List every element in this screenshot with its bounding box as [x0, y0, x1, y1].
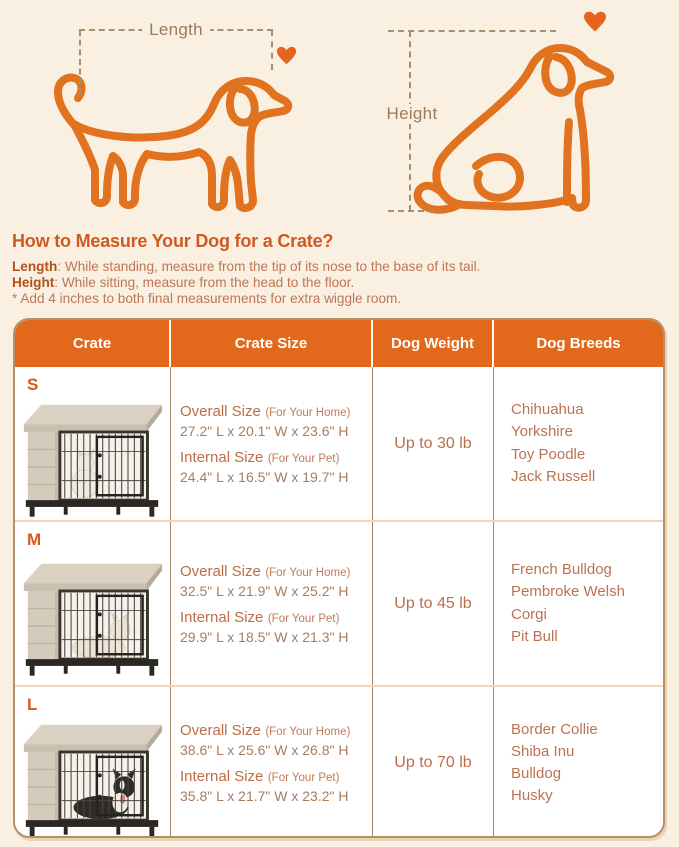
crate-cell — [15, 687, 171, 838]
length-instruction — [12, 259, 672, 275]
crate-cell — [15, 367, 171, 520]
crate-photo-large — [19, 715, 165, 838]
dog-weight-cell: Up to 70 lb — [373, 687, 494, 838]
dog-breeds-cell — [494, 687, 663, 838]
breed-item: Chihuahua — [511, 401, 584, 419]
crate-size-cell — [171, 367, 373, 520]
crate-cell — [15, 522, 171, 685]
breed-item: Jack Russell — [511, 467, 596, 485]
height-instruction — [12, 275, 672, 291]
section-title: How to Measure Your Dog for a Crate? — [12, 231, 334, 251]
height-instruction-text: : While sitting, measure from the head to the floor. — [54, 274, 355, 290]
header-crate: Crate — [15, 320, 171, 367]
measurement-diagram — [0, 0, 679, 228]
header-crate-size: Crate Size — [171, 320, 373, 367]
table-row-large — [15, 687, 663, 838]
internal-size-label: Internal Size (For Your Pet) — [180, 608, 340, 626]
dog-breeds-cell — [494, 367, 663, 520]
breed-item: French Bulldog — [511, 561, 612, 579]
heart-icon — [276, 46, 297, 65]
dog-weight-cell: Up to 30 lb — [373, 367, 494, 520]
table-row-small — [15, 367, 663, 522]
height-measure-top-line — [388, 30, 556, 32]
table-header-row — [15, 320, 663, 367]
breed-item: Pit Bull — [511, 627, 558, 645]
internal-size-dims: 35.8" L x 21.7" W x 23.2" H — [180, 788, 349, 804]
header-dog-weight: Dog Weight — [373, 320, 494, 367]
height-term: Height — [12, 274, 55, 290]
wiggle-room-note: * Add 4 inches to both final measurements for extra wiggle room. — [12, 290, 402, 306]
internal-size-dims: 24.4" L x 16.5" W x 19.7" H — [180, 468, 349, 485]
length-label: Length — [142, 20, 210, 40]
header-dog-breeds: Dog Breeds — [536, 335, 621, 352]
crate-size-cell — [171, 522, 373, 685]
dog-weight-cell: Up to 45 lb — [373, 522, 494, 685]
internal-size-label: Internal Size (For Your Pet) — [180, 448, 340, 466]
breed-item: Yorkshire — [511, 423, 573, 441]
heart-icon — [583, 11, 607, 32]
internal-size-dims: 29.9" L x 18.5" W x 21.3" H — [180, 628, 349, 645]
size-letter: S — [27, 375, 39, 394]
overall-size-label: Overall Size (For Your Home) — [180, 402, 351, 420]
overall-size-dims: 27.2" L x 20.1" W x 23.6" H — [180, 422, 349, 439]
size-letter: L — [27, 695, 38, 714]
crate-photo-medium — [19, 554, 165, 677]
overall-size-label: Overall Size (For Your Home) — [180, 562, 351, 580]
size-letter: M — [27, 530, 42, 549]
standing-dog-illustration — [28, 36, 298, 221]
measuring-instructions — [12, 231, 672, 306]
height-measure-bottom-line — [388, 210, 434, 212]
breed-item: Husky — [511, 787, 553, 805]
crate-size-table — [13, 318, 665, 838]
breed-item: Pembroke Welsh Corgi — [511, 583, 625, 623]
length-tick-left — [79, 30, 81, 94]
length-term: Length — [12, 259, 58, 274]
overall-size-dims: 32.5" L x 21.9" W x 25.2" H — [180, 582, 349, 599]
overall-size-dims: 38.6" L x 25.6" W x 26.8" H — [180, 742, 349, 758]
table-row-medium — [15, 522, 663, 687]
breed-item: Bulldog — [511, 765, 562, 782]
dog-breeds-cell — [494, 522, 663, 685]
length-tick-right — [271, 30, 273, 70]
height-label: Height — [380, 104, 445, 124]
breed-item: Toy Poodle — [511, 445, 586, 463]
length-instruction-text: : While standing, measure from the tip of its nose to the base of its tail. — [57, 259, 481, 274]
breed-item: Border Collie — [511, 720, 598, 738]
internal-size-label: Internal Size (For Your Pet) — [180, 768, 340, 785]
crate-photo-small — [19, 395, 165, 518]
overall-size-label: Overall Size (For Your Home) — [180, 722, 351, 739]
breed-item: Shiba Inu — [511, 742, 575, 760]
crate-size-cell — [171, 687, 373, 838]
